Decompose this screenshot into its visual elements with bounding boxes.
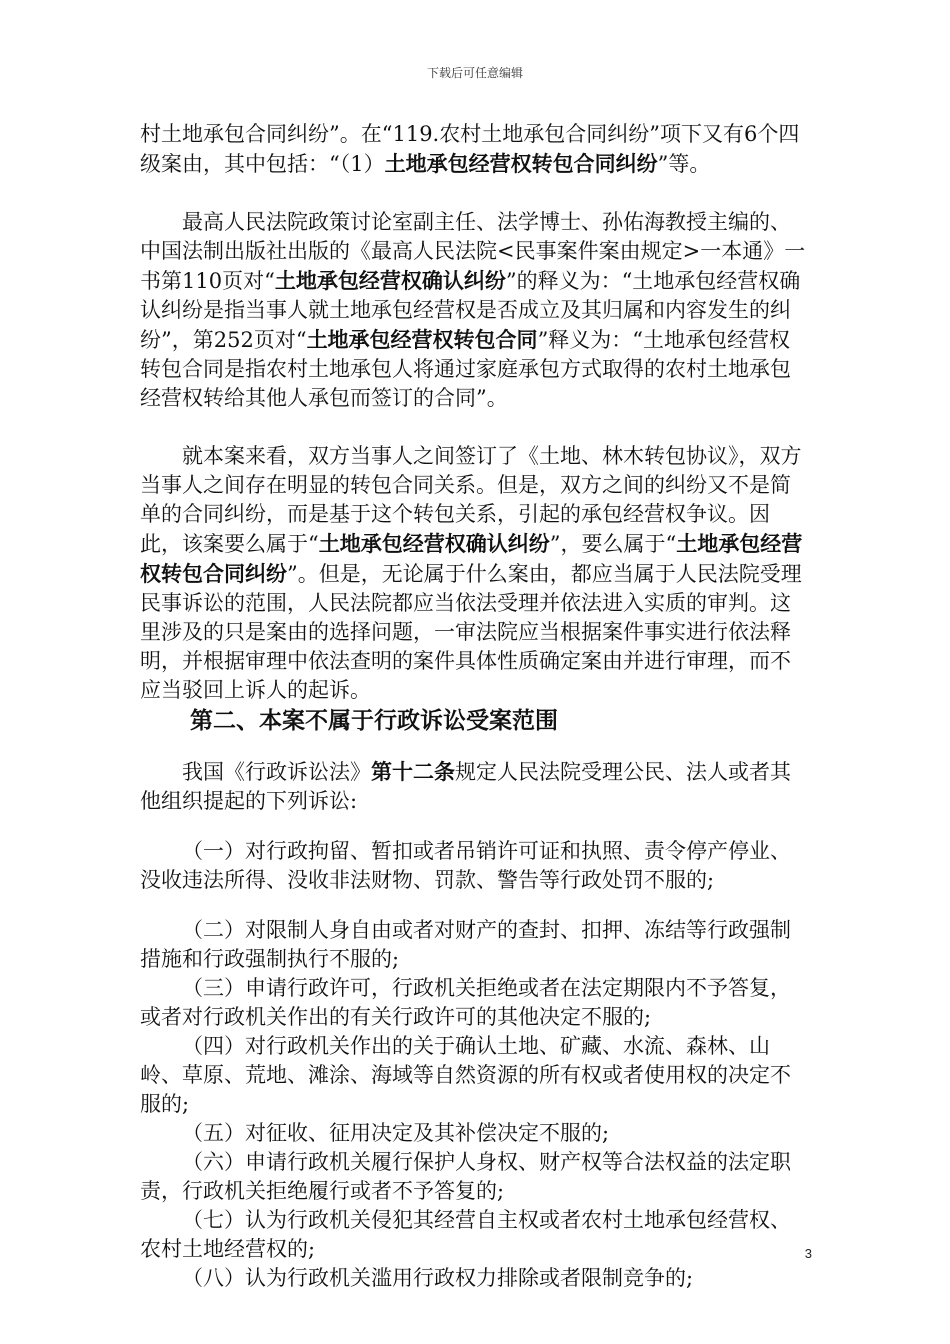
text-span: 我国《行政诉讼法》 (182, 760, 371, 784)
text-span: ”等。 (657, 152, 711, 176)
paragraph-3 (140, 442, 810, 705)
paragraph-2 (140, 208, 810, 413)
list-item-6: （六）申请行政机关履行保护人身权、财产权等合法权益的法定职责，行政机关拒绝履行或者不予答复的; (140, 1150, 791, 1203)
paragraph-4 (140, 757, 810, 816)
page-header: 下载后可任意编辑 (426, 66, 523, 80)
bold-term: 第十二条 (371, 759, 455, 784)
paragraph-1 (140, 120, 810, 179)
list-item-1: （一）对行政拘留、暂扣或者吊销许可证和执照、责令停产停业、没收违法所得、没收非法财物、罚款、警告等行政处罚不服的; (140, 839, 791, 892)
text-span: 规定人民法院受理公民、法人或者其他组织提起的下列诉讼: (140, 760, 791, 813)
text-span: 就本案来看，双方当事人之间签订了《土地、林木转包协议》，双方当事人之间存在明显的转包合同关系。但是，双方之间的纠纷又不是简单的合同纠纷，而是基于这个转包关系，引起的承包经营权争议。因此，该案要么属于“ (140, 444, 802, 556)
text-span: 村土地承包合同纠纷”。在“119.农村土地承包合同纠纷”项下又有6个四级案由，其中包括：“（1） (140, 122, 800, 176)
list-item-3: （三）申请行政许可，行政机关拒绝或者在法定期限内不予答复，或者对行政机关作出的有关行政许可的其他决定不服的; (140, 976, 791, 1029)
text-span: 最高人民法院政策讨论室副主任、法学博士、孙佑海教授主编的、中国法制出版社出版的《最高人民法院<民事案件案由规定>一本通》一书第110页对“ (140, 210, 806, 293)
page-number: 3 (804, 1246, 812, 1261)
text-span: ”的释义为：“土地承包经营权确认纠纷是指当事人就土地承包经营权是否成立及其归属和内容发生的纠纷”，第252页对“ (140, 269, 801, 352)
text-span: ”释义为：“土地承包经营权转包合同是指农村土地承包人将通过家庭承包方式取得的农村土地承包经营权转给其他人承包而签订的合同”。 (140, 328, 791, 410)
bold-term: 土地承包经营权确认纠纷 (274, 268, 506, 293)
list-item-8: （八）认为行政机关滥用行政权力排除或者限制竞争的; (182, 1266, 694, 1290)
text-span: ”，要么属于“ (549, 532, 677, 556)
document-body (140, 120, 810, 1293)
bold-term: 土地承包经营权转包合同 (306, 327, 538, 352)
bold-term: 土地承包经营权转包合同纠纷 (140, 531, 803, 586)
list-item-2: （二）对限制人身自由或者对财产的查封、扣押、冻结等行政强制措施和行政强制执行不服的; (140, 918, 791, 971)
section-heading: 第二、本案不属于行政诉讼受案范围 (190, 707, 558, 734)
list-item-7: （七）认为行政机关侵犯其经营自主权或者农村土地承包经营权、农村土地经营权的; (140, 1208, 791, 1261)
list-item-5: （五）对征收、征用决定及其补偿决定不服的; (182, 1121, 610, 1145)
text-span: ”。但是，无论属于什么案由，都应当属于人民法院受理民事诉讼的范围，人民法院都应当依法受理并依法进入实质的审判。这里涉及的只是案由的选择问题，一审法院应当根据案件事实进行依法释明，并根据审理中依法查明的案件具体性质确定案由并进行审理，而不应当驳回上诉人的起诉。 (140, 562, 802, 702)
bold-term: 土地承包经营权转包合同纠纷 (384, 151, 658, 176)
bold-term: 土地承包经营权确认纠纷 (318, 531, 550, 556)
list-item-4: （四）对行政机关作出的关于确认土地、矿藏、水流、森林、山岭、草原、荒地、滩涂、海域等自然资源的所有权或者使用权的决定不服的; (140, 1034, 791, 1116)
